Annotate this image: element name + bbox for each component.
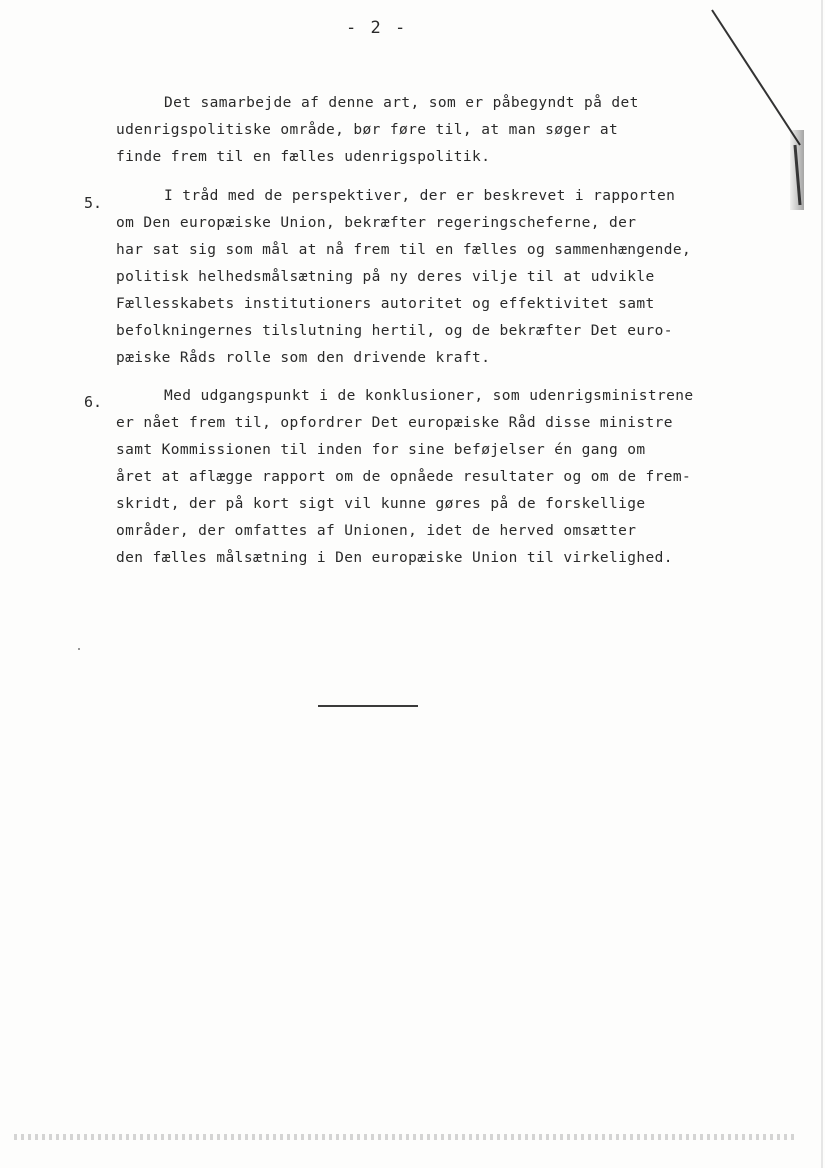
- intro-line: udenrigspolitiske område, bør føre til, at man søger at: [116, 122, 619, 138]
- paragraph-5-line: Fællesskabets institutioners autoritet og effektivitet samt: [116, 296, 655, 312]
- paragraph-number-5: 5.: [84, 194, 103, 212]
- paragraph-5: [116, 183, 691, 372]
- paragraph-number-6: 6.: [84, 393, 103, 411]
- paragraph-6-line: områder, der omfattes af Unionen, idet de herved omsætter: [116, 523, 637, 539]
- paragraph-6-line: den fælles målsætning i Den europæiske Union til virkelighed.: [116, 550, 673, 566]
- intro-line: Det samarbejde af denne art, som er påbegyndt på det: [164, 95, 639, 111]
- paragraph-5-line: om Den europæiske Union, bekræfter regeringscheferne, der: [116, 215, 637, 231]
- paragraph-5-line: befolkningernes tilslutning hertil, og de bekræfter Det euro-: [116, 323, 673, 339]
- paragraph-6-line: Med udgangspunkt i de konklusioner, som udenrigsministrene: [164, 388, 694, 404]
- scan-diagonal-line: [712, 10, 800, 145]
- section-divider: [318, 705, 418, 707]
- scan-footer-noise: [14, 1134, 794, 1140]
- paragraph-5-line: pæiske Råds rolle som den drivende kraft.: [116, 350, 491, 366]
- paragraph-6-line: samt Kommissionen til inden for sine beføjelser én gang om: [116, 442, 646, 458]
- scan-speck: [78, 648, 80, 650]
- paragraph-6: [116, 383, 694, 572]
- page-number: - 2 -: [346, 18, 408, 38]
- paragraph-6-line: er nået frem til, opfordrer Det europæiske Råd disse ministre: [116, 415, 673, 431]
- paragraph-6-line: skridt, der på kort sigt vil kunne gøres på de forskellige: [116, 496, 646, 512]
- paragraph-6-line: året at aflægge rapport om de opnåede resultater og om de frem-: [116, 469, 692, 485]
- paragraph-5-line: politisk helhedsmålsætning på ny deres vilje til at udvikle: [116, 269, 655, 285]
- intro-line: finde frem til en fælles udenrigspolitik.: [116, 149, 491, 165]
- page-edge-shadow: [790, 130, 804, 210]
- intro-paragraph: [116, 90, 639, 171]
- paragraph-5-line: har sat sig som mål at nå frem til en fælles og sammenhængende,: [116, 242, 692, 258]
- paragraph-5-line: I tråd med de perspektiver, der er beskrevet i rapporten: [164, 188, 676, 204]
